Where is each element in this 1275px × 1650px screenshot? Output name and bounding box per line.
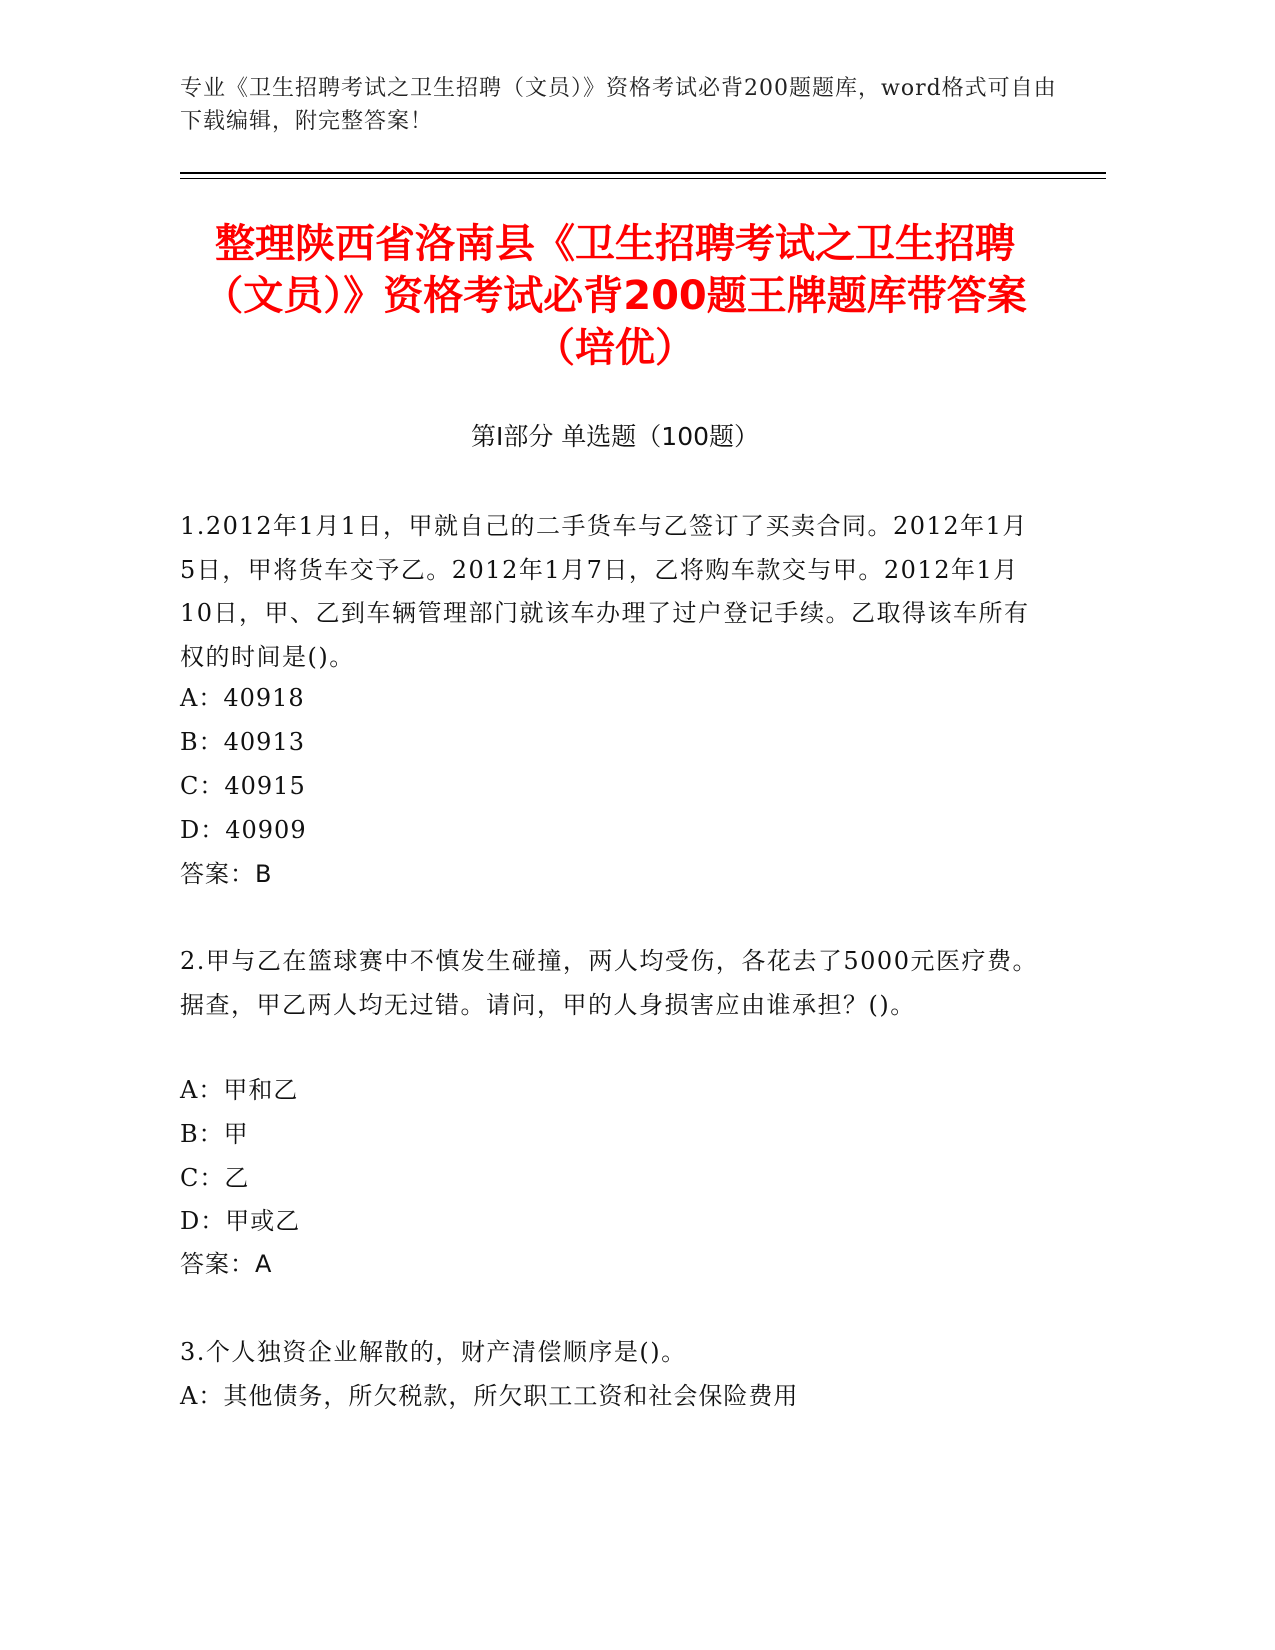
question-text: 3.个人独资企业解散的，财产清偿顺序是()。 <box>180 1338 687 1366</box>
question-text: 2.甲与乙在篮球赛中不慎发生碰撞，两人均受伤，各花去了5000元医疗费。据查，甲乙两人均无过错。请问，甲的人身损害应由谁承担？()。 <box>180 947 1038 1019</box>
answer-line: 答案：B <box>180 860 273 888</box>
answer-line: 答案：A <box>180 1250 273 1278</box>
option-a: A：甲和乙 <box>180 1076 299 1104</box>
header-note: 专业《卫生招聘考试之卫生招聘（文员）》资格考试必背200题题库，word格式可自由下载编辑，附完整答案！ <box>180 76 1057 134</box>
header-divider-thin <box>180 178 1106 179</box>
option-a: A：其他债务，所欠税款，所欠职工工资和社会保险费用 <box>180 1382 799 1410</box>
option-d: D：甲或乙 <box>180 1207 301 1235</box>
option-c: C：乙 <box>180 1164 250 1192</box>
header-divider <box>180 172 1106 174</box>
option-b: B：甲 <box>180 1120 249 1148</box>
option-b: B：40913 <box>180 728 305 756</box>
question-text: 1.2012年1月1日，甲就自己的二手货车与乙签订了买卖合同。2012年1月5日，甲将货车交予乙。2012年1月7日，乙将购车款交与甲。2012年1月10日，甲、乙到车辆管理部门就该车办理了过户登记手续。乙取得该车所有权的时间是()。 <box>180 512 1030 671</box>
option-c: C：40915 <box>180 772 306 800</box>
document-title: 整理陕西省洛南县《卫生招聘考试之卫生招聘（文员）》资格考试必背200题王牌题库带答案（培优） <box>203 221 1027 371</box>
option-d: D：40909 <box>180 816 307 844</box>
section-title: 第Ⅰ部分 单选题（100题） <box>470 422 760 451</box>
option-a: A：40918 <box>180 684 305 712</box>
